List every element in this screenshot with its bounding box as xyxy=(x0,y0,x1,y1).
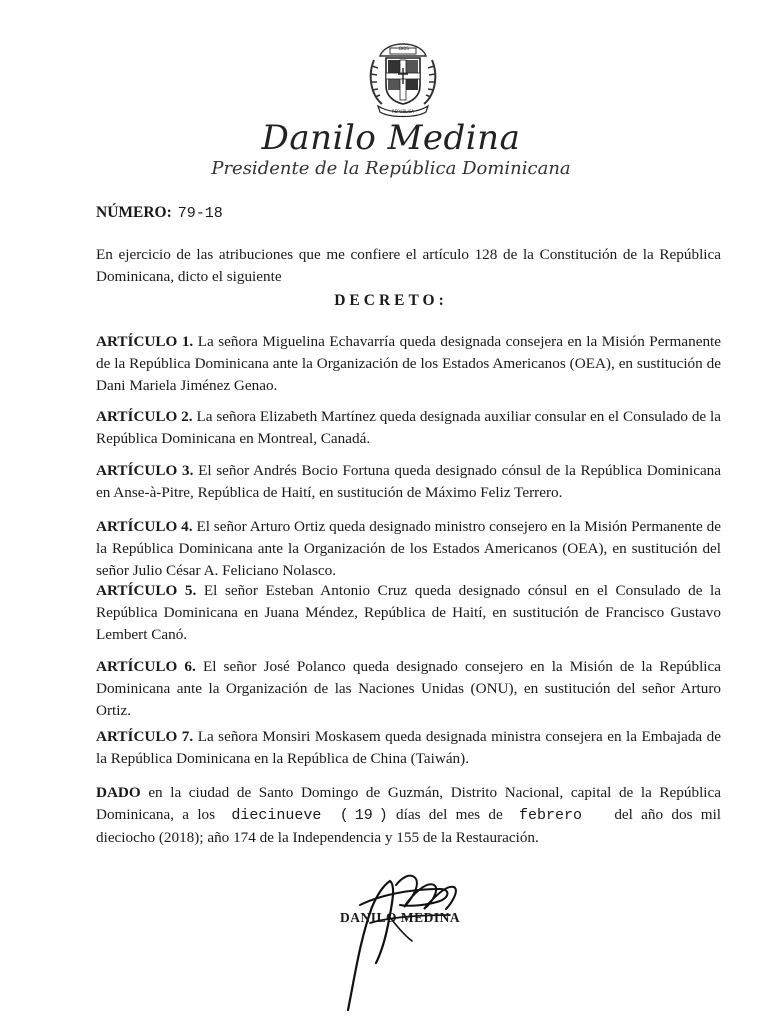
article-text: La señora Monsiri Moskasem queda designada ministra consejera en la Embajada de la República Dominicana en la República de China (Taiwán). xyxy=(96,728,721,767)
signature-name: DANILO MEDINA xyxy=(340,910,461,925)
article-text: El señor Esteban Antonio Cruz queda designado cónsul en el Consulado de la República Dominicana en Juana Méndez, República de Haití, en sustitución de Francisco Gustavo Lembert Canó. xyxy=(96,582,721,643)
decree-number xyxy=(96,204,223,222)
dado-text-b: días del mes de xyxy=(396,806,503,823)
article-label: ARTÍCULO 5. xyxy=(96,582,197,599)
decree-number-value: 79-18 xyxy=(177,205,223,222)
article-4 xyxy=(96,516,721,582)
decree-heading: DECRETO: xyxy=(334,292,448,309)
dado-paragraph: DADO en la ciudad de Santo Domingo de Guzmán, Distrito Nacional, capital de la República Dominicana, a los diecinueve ( 19 ) días del mes de febrero del año dos mil dieciocho (2018); año 174 de la Independencia y 155 de la Restauración. xyxy=(96,784,722,846)
dado-label: DADO xyxy=(96,784,141,801)
article-text: El señor Andrés Bocio Fortuna queda designado cónsul de la República Dominicana en Anse-à-Pitre, República de Haití, en sustitución de Máximo Feliz Terrero. xyxy=(96,462,722,501)
article-6 xyxy=(96,656,721,722)
seal-motto: DIOS xyxy=(399,46,409,51)
day-words: diecinueve xyxy=(231,807,322,824)
article-2 xyxy=(96,406,721,450)
dado-text-a: en la ciudad de Santo Domingo de Guzmán, Distrito Nacional, capital de la República Dominicana, a los xyxy=(96,784,722,823)
article-label: ARTÍCULO 6. xyxy=(96,658,196,675)
seal-banner: REPUBLICA xyxy=(391,109,415,114)
article-label: ARTÍCULO 1. xyxy=(96,333,194,350)
article-5 xyxy=(96,580,721,646)
article-7 xyxy=(96,726,721,770)
article-label: ARTÍCULO 3. xyxy=(96,462,194,479)
article-label: ARTÍCULO 4. xyxy=(96,518,193,535)
article-text: La señora Miguelina Echavarría queda designada consejera en la Misión Permanente de la República Dominicana ante la Organización de los Estados Americanos (OEA), en sustitución de Dani Mariela Jiménez Genao. xyxy=(96,333,721,394)
article-3 xyxy=(96,460,721,504)
decree-number-label: NÚMERO: xyxy=(96,204,172,221)
president-name: Danilo Medina xyxy=(261,118,521,158)
article-1 xyxy=(96,331,721,397)
dado-text-c: del año dos mil dieciocho (2018); año 174 de la Independencia y 155 de la Restauración. xyxy=(96,806,722,846)
month: febrero xyxy=(519,807,583,824)
article-text: El señor Arturo Ortiz queda designado ministro consejero en la Misión Permanente de la República Dominicana ante la Organización de los Estados Americanos (OEA), en sustitución del señor Julio César A. Feliciano Nolasco. xyxy=(96,518,721,579)
article-label: ARTÍCULO 2. xyxy=(96,408,193,425)
article-label: ARTÍCULO 7. xyxy=(96,728,194,745)
signature-image xyxy=(300,845,500,1025)
article-text: El señor José Polanco queda designado consejero en la Misión de la República Dominicana ante la Organización de las Naciones Unidas (ONU), en sustitución del señor Arturo Ortiz. xyxy=(96,658,722,719)
article-text: La señora Elizabeth Martínez queda designada auxiliar consular en el Consulado de la República Dominicana en Montreal, Canadá. xyxy=(96,408,721,447)
president-title: Presidente de la República Dominicana xyxy=(211,158,571,179)
day-number: 19 xyxy=(354,807,373,824)
intro-paragraph: En ejercicio de las atribuciones que me confiere el artículo 128 de la Constitución de la República Dominicana, dicto el siguiente xyxy=(96,246,721,285)
